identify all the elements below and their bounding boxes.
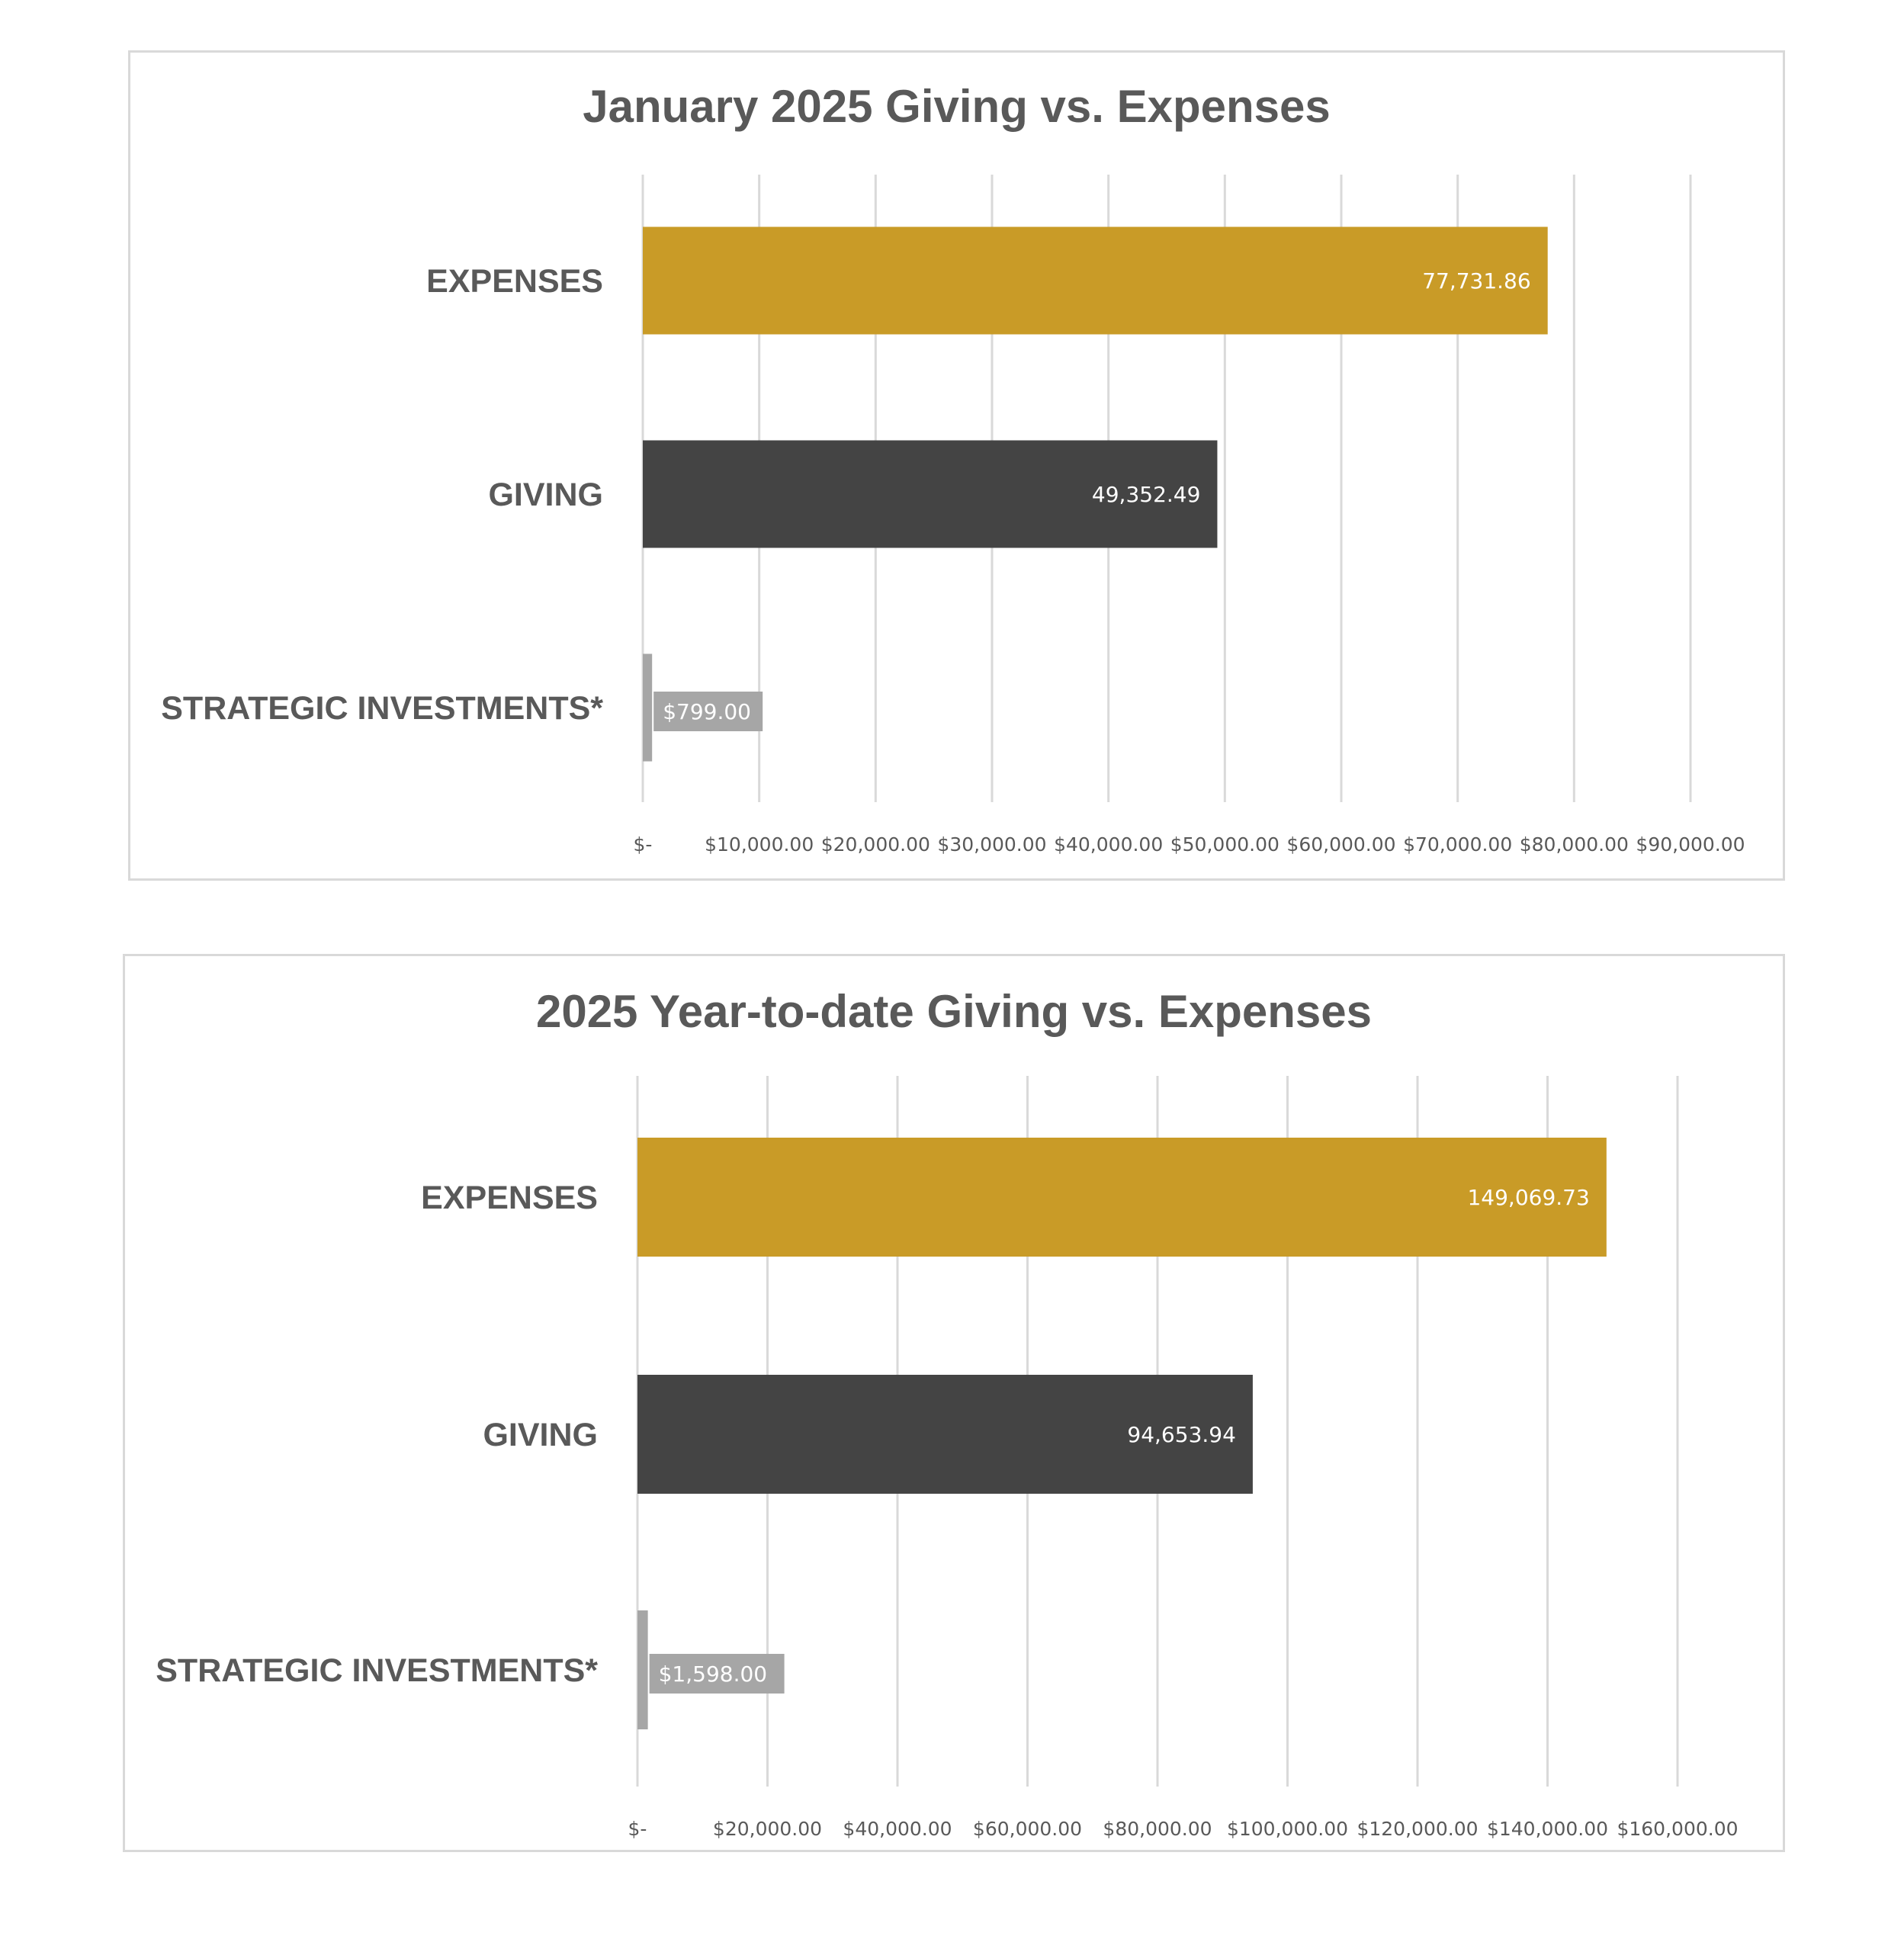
x-tick-label: $30,000.00 <box>937 833 1047 856</box>
category-label-strategic-investments: STRATEGIC INVESTMENTS* <box>156 1652 598 1689</box>
x-tick-label: $90,000.00 <box>1636 833 1745 856</box>
x-tick-label: $60,000.00 <box>1286 833 1396 856</box>
x-tick-label: $120,000.00 <box>1357 1818 1479 1840</box>
category-label-giving: GIVING <box>488 477 603 513</box>
expenses-bar <box>637 1138 1607 1257</box>
bar-chart-january <box>130 53 1787 883</box>
x-tick-label: $80,000.00 <box>1519 833 1629 856</box>
bar-chart-ytd <box>125 956 1787 1854</box>
strategic-investments-bar <box>643 654 652 762</box>
category-label-expenses: EXPENSES <box>421 1180 598 1216</box>
x-tick-label: $- <box>633 833 653 856</box>
category-label-strategic-investments: STRATEGIC INVESTMENTS* <box>161 690 603 727</box>
category-label-giving: GIVING <box>483 1417 598 1453</box>
x-tick-label: $60,000.00 <box>972 1818 1083 1840</box>
x-tick-label: $70,000.00 <box>1403 833 1513 856</box>
data-label-expenses: 77,731.86 <box>1422 268 1531 294</box>
x-tick-label: $20,000.00 <box>820 833 930 856</box>
data-label-strategic-investments: $1,598.00 <box>658 1661 768 1687</box>
data-label-expenses: 149,069.73 <box>1467 1185 1590 1210</box>
x-tick-label: $40,000.00 <box>1054 833 1164 856</box>
data-label-giving: 94,653.94 <box>1127 1422 1236 1447</box>
x-tick-label: $100,000.00 <box>1226 1818 1349 1840</box>
chart-panel-ytd <box>123 954 1785 1852</box>
category-label-expenses: EXPENSES <box>426 263 603 300</box>
data-label-giving: 49,352.49 <box>1091 482 1201 507</box>
x-tick-label: $160,000.00 <box>1617 1818 1739 1840</box>
expenses-bar <box>643 227 1548 335</box>
x-tick-label: $20,000.00 <box>712 1818 823 1840</box>
x-tick-label: $80,000.00 <box>1103 1818 1212 1840</box>
data-label-strategic-investments: $799.00 <box>663 699 751 724</box>
x-tick-label: $10,000.00 <box>705 833 814 856</box>
strategic-investments-bar <box>637 1610 648 1729</box>
chart-title: 2025 Year-to-date Giving vs. Expenses <box>535 986 1373 1037</box>
chart-title: January 2025 Giving vs. Expenses <box>583 81 1331 132</box>
x-tick-label: $50,000.00 <box>1170 833 1280 856</box>
x-tick-label: $140,000.00 <box>1486 1818 1609 1840</box>
chart-panel-january <box>128 50 1785 881</box>
x-tick-label: $40,000.00 <box>843 1818 952 1840</box>
x-tick-label: $- <box>628 1818 647 1840</box>
